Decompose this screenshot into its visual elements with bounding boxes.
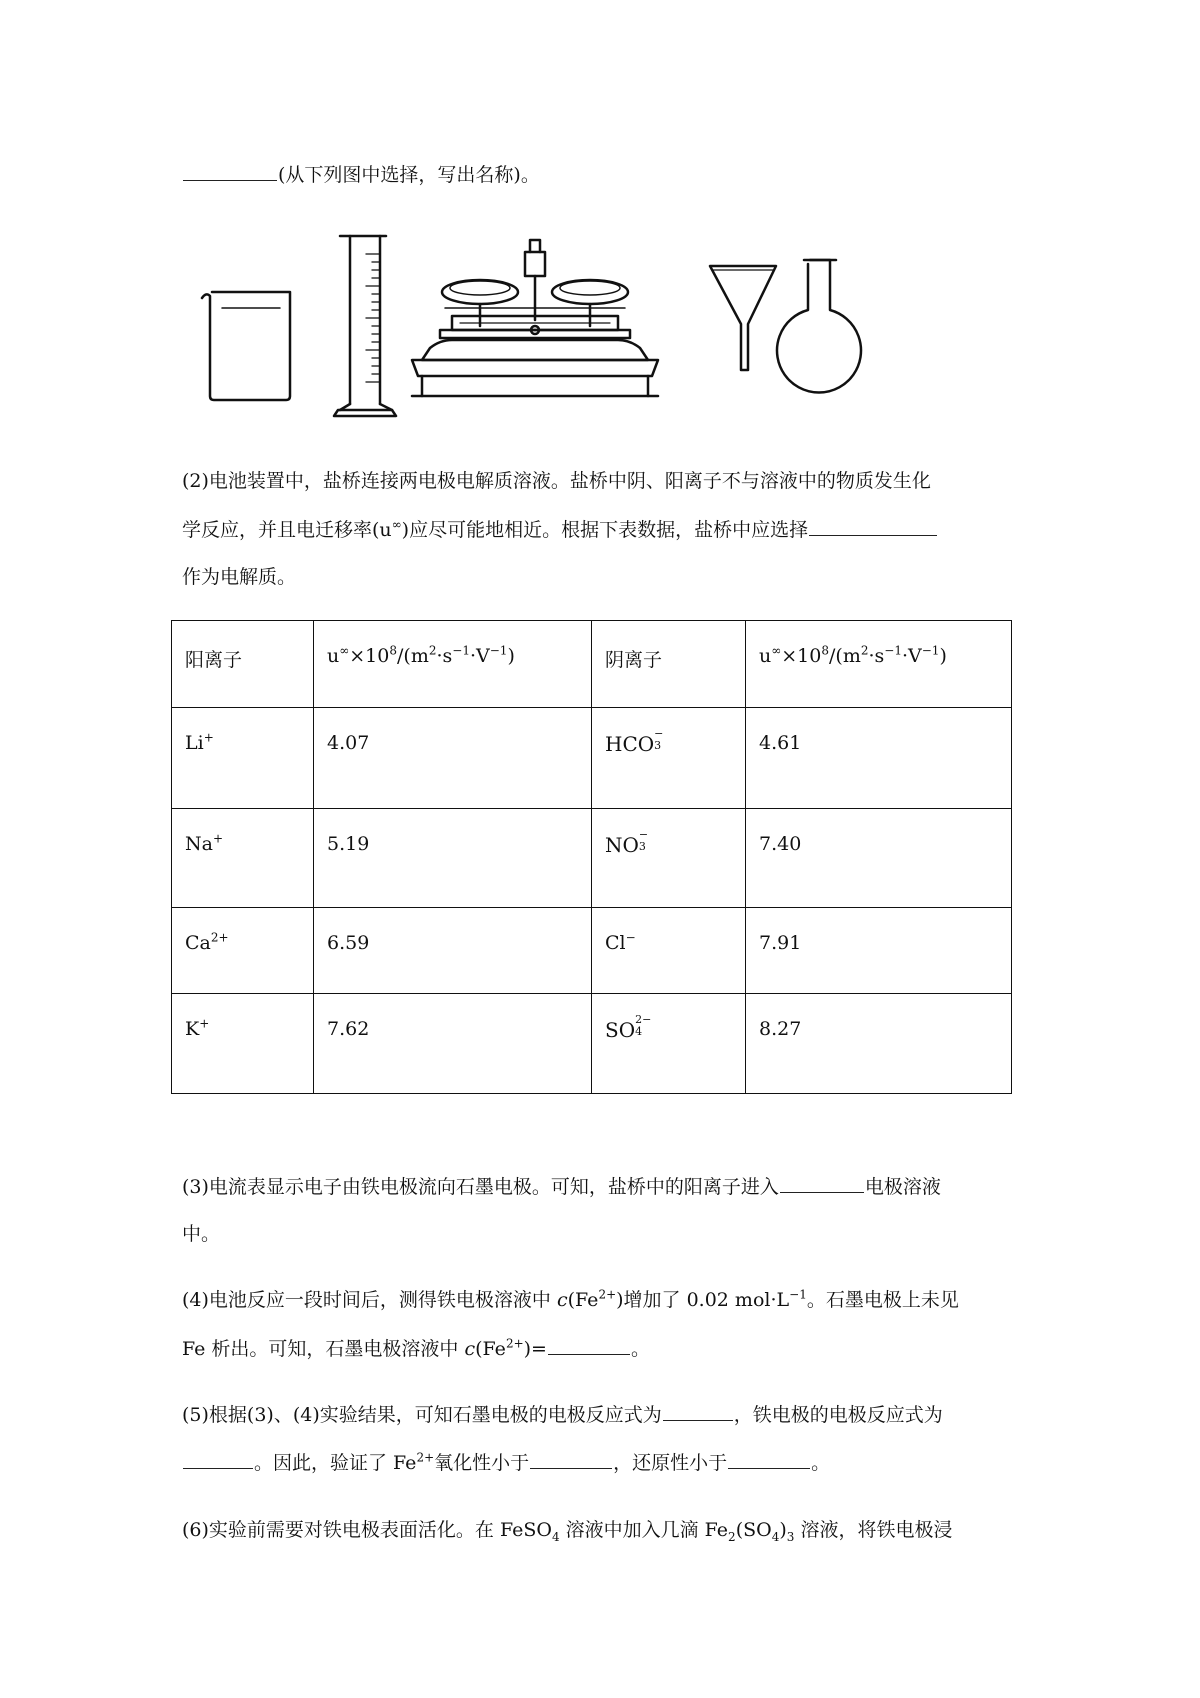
header-mobility-2: $u^\infty\times 10^8/(m^2\cdot s^{-1}\cdot V^{-1})$ — [746, 621, 1012, 708]
q4-line-1 — [182, 1286, 959, 1314]
cation-cell: Na+ — [172, 809, 314, 908]
answer-blank[interactable] — [530, 1448, 612, 1469]
q2-line-2 — [182, 515, 938, 544]
q1-tail-line — [182, 160, 540, 189]
answer-blank[interactable] — [183, 160, 277, 181]
q4-text-2b: )= — [523, 1338, 547, 1360]
header-mobility-1: $u^\infty\times 10^8/(m^2\cdot s^{-1}\cdot V^{-1})$ — [314, 621, 592, 708]
table-header-row — [172, 621, 1012, 708]
answer-blank[interactable] — [728, 1448, 810, 1469]
anion-mobility-cell: 8.27 — [746, 994, 1012, 1094]
header-cation: 阳离子 — [172, 621, 314, 708]
q4-c-symbol: c — [556, 1289, 568, 1311]
q5-text-2c: ，还原性小于 — [613, 1452, 728, 1474]
anion-cell: NO − 3 — [592, 809, 746, 908]
q3-line-2 — [182, 1220, 220, 1248]
q5-text-2d: 。 — [811, 1452, 831, 1474]
q4-fe-charge: 2+ — [598, 1287, 617, 1302]
cation-cell: K+ — [172, 994, 314, 1094]
q6-sub: 4 — [551, 1529, 560, 1544]
q4-text-1b: )增加了 0.02 mol·L — [616, 1289, 790, 1311]
graduated-cylinder-icon — [334, 236, 396, 416]
answer-blank[interactable] — [663, 1400, 733, 1421]
anion-cell: Cl− — [592, 908, 746, 994]
table-row — [172, 809, 1012, 908]
header-anion: 阴离子 — [592, 621, 746, 708]
cation-mobility-cell: 7.62 — [314, 994, 592, 1094]
q6-text-d: ) — [779, 1519, 787, 1541]
q4-fe-charge: 2+ — [505, 1336, 524, 1351]
q3-text-1b: 电极溶液 — [864, 1176, 941, 1198]
q4-text-1c: 。石墨电极上未见 — [806, 1289, 959, 1311]
q4-fe: (Fe — [475, 1338, 506, 1360]
q3-text-1a: (3)电流表显示电子由铁电极流向石墨电极。可知，盐桥中的阳离子进入 — [182, 1176, 779, 1198]
q5-line-2 — [182, 1448, 830, 1477]
q4-fe: (Fe — [567, 1289, 599, 1311]
q4-text-2a: Fe 析出。可知，石墨电极溶液中 — [182, 1338, 465, 1360]
balance-icon — [412, 240, 658, 396]
q1-tail-text: (从下列图中选择，写出名称)。 — [278, 164, 540, 186]
anion-mobility-cell: 4.61 — [746, 708, 1012, 809]
q4-unit-exp: −1 — [789, 1287, 807, 1302]
answer-blank[interactable] — [780, 1172, 864, 1193]
answer-blank[interactable] — [183, 1448, 253, 1469]
table-row — [172, 908, 1012, 994]
q4-line-2 — [182, 1334, 650, 1363]
q2-text-1: (2)电池装置中，盐桥连接两电极电解质溶液。盐桥中阴、阳离子不与溶液中的物质发生化 — [182, 470, 931, 492]
q5-text-2b: 氧化性小于 — [434, 1452, 530, 1474]
q3-text-2: 中。 — [182, 1223, 221, 1245]
q6-sub: 2 — [728, 1529, 736, 1544]
cation-mobility-cell: 4.07 — [314, 708, 592, 809]
q5-line-1 — [182, 1400, 943, 1429]
beaker-icon — [202, 292, 290, 400]
cation-cell: Li+ — [172, 708, 314, 809]
q6-text-e: 溶液，将铁电极浸 — [794, 1519, 953, 1541]
q5-text-2a: 。因此，验证了 Fe — [254, 1452, 417, 1474]
q3-line-1 — [182, 1172, 941, 1201]
q6-sub: 4 — [771, 1529, 780, 1544]
q2-text-2b: )应尽可能地相近。根据下表数据，盐桥中应选择 — [401, 519, 809, 541]
cation-mobility-cell: 5.19 — [314, 809, 592, 908]
cation-cell: $Ca^{2+}$ — [172, 908, 314, 994]
q2-text-inf: ∞ — [391, 517, 402, 532]
q6-text-c: (SO — [735, 1519, 772, 1541]
q6-line-1 — [182, 1516, 952, 1544]
q2-line-3 — [182, 563, 296, 591]
table-row — [172, 994, 1012, 1094]
q2-text-2a: 学反应，并且电迁移率(u — [182, 519, 392, 541]
q2-line-1 — [182, 467, 931, 495]
q6-text-b: 溶液中加入几滴 Fe — [559, 1519, 729, 1541]
q4-text-1a: (4)电池反应一段时间后，测得铁电极溶液中 — [182, 1289, 557, 1311]
anion-mobility-cell: 7.40 — [746, 809, 1012, 908]
q6-text-a: (6)实验前需要对铁电极表面活化。在 FeSO — [182, 1519, 552, 1541]
answer-blank[interactable] — [809, 515, 937, 536]
mobility-table — [171, 620, 1012, 1094]
funnel-icon — [710, 266, 776, 370]
round-bottom-flask-icon — [777, 260, 861, 393]
q5-text-1b: ，铁电极的电极反应式为 — [733, 1404, 943, 1426]
q2-text-3: 作为电解质。 — [182, 566, 297, 588]
q6-sub: 3 — [786, 1529, 795, 1544]
q4-text-2c: 。 — [630, 1338, 650, 1360]
anion-cell: HCO − 3 — [592, 708, 746, 809]
q5-fe-charge: 2+ — [416, 1450, 435, 1465]
q4-c-symbol: c — [464, 1338, 476, 1360]
anion-mobility-cell: 7.91 — [746, 908, 1012, 994]
q5-text-1a: (5)根据(3)、(4)实验结果，可知石墨电极的电极反应式为 — [182, 1404, 662, 1426]
apparatus-figures — [190, 230, 950, 430]
answer-blank[interactable] — [548, 1334, 630, 1355]
table-row — [172, 708, 1012, 809]
anion-cell: SO 2− 4 — [592, 994, 746, 1094]
cation-mobility-cell: 6.59 — [314, 908, 592, 994]
